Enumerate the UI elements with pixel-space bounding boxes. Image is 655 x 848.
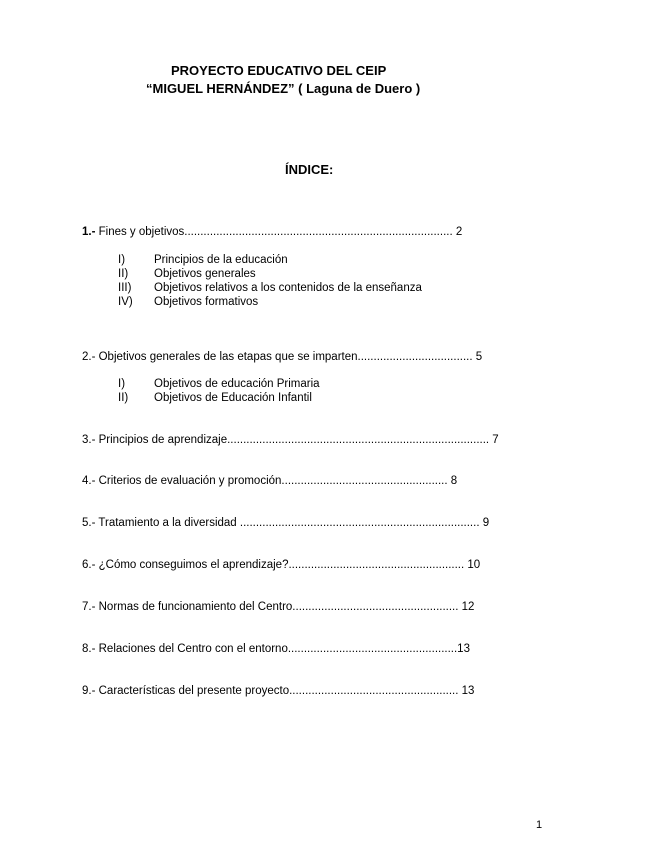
toc-subitem-text: Principios de la educación [154,254,288,266]
toc-entry-4: 4.- Criterios de evaluación y promoción.................................................... 8 [82,475,458,487]
toc-subitem-text: Objetivos formativos [154,296,259,308]
roman-numeral: II) [118,392,129,404]
toc-subitem-text: Objetivos generales [154,268,256,280]
toc-entry-1 [82,226,462,238]
index-title: ÍNDICE: [285,162,334,177]
toc-entry-2: 2.- Objetivos generales de las etapas que se imparten.................................... 5 [82,351,483,363]
roman-numeral: II) [118,268,129,280]
toc-entry-6: 6.- ¿Cómo conseguimos el aprendizaje?....................................................... 10 [82,559,481,571]
toc-subitem-text: Objetivos de Educación Infantil [154,392,312,404]
roman-numeral: I) [118,254,126,266]
toc-subitem-text: Objetivos relativos a los contenidos de la enseñanza [154,282,422,294]
roman-numeral: I) [118,378,126,390]
toc-entry-5: 5.- Tratamiento a la diversidad ........................................................................... 9 [82,517,490,529]
toc-entry-3: 3.- Principios de aprendizaje.................................................................................. 7 [82,434,499,446]
toc-entry-9: 9.- Características del presente proyecto..................................................... 13 [82,685,475,697]
page-number: 1 [536,819,543,831]
header-line-2: “MIGUEL HERNÁNDEZ” ( Laguna de Duero ) [146,81,421,96]
toc-entry-7: 7.- Normas de funcionamiento del Centro.................................................... 12 [82,601,475,613]
toc-entry-1-text: Fines y objetivos.................................................................................... 2 [95,226,463,238]
roman-numeral: III) [118,282,132,294]
toc-subitem-text: Objetivos de educación Primaria [154,378,320,390]
toc-entry-1-number: 1.- [82,226,96,238]
toc-subitem [118,254,125,266]
toc-entry-8: 8.- Relaciones del Centro con el entorno.....................................................13 [82,643,470,655]
roman-numeral: IV) [118,296,133,308]
header-line-1: PROYECTO EDUCATIVO DEL CEIP [171,63,387,78]
